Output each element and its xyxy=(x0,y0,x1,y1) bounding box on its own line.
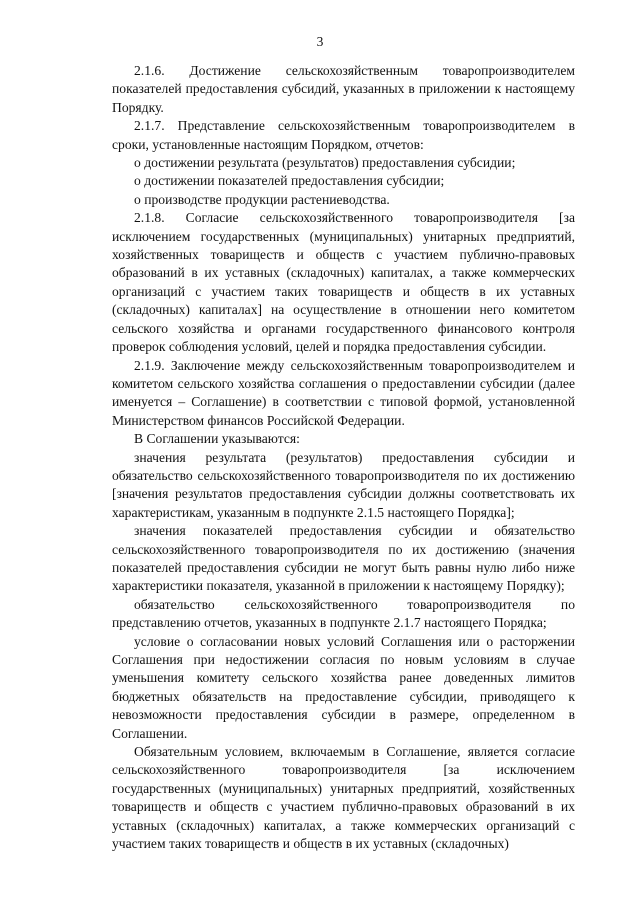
list-item-production-report: о производстве продукции растениеводства. xyxy=(134,191,390,207)
list-item-indicators-report: о достижении показателей предоставления субсидии; xyxy=(134,173,445,189)
agreement-item-reporting-obligation: обязательство сельскохозяйственного товаропроизводителя по представлению отчетов, указанных в подпункте 2.1.7 настоящего Порядка; xyxy=(112,596,575,631)
paragraph-2-1-8: 2.1.8. Согласие сельскохозяйственного товаропроизводителя [за исключением государственных (муниципальных) унитарных предприятий, хозяйственных товариществ и обществ с участием публично-правовых образований в их уставных (складочных) капиталах, а также коммерческих организаций с участием таких товариществ и обществ в их уставных (складочных) капиталах] на осуществление в отношении него комитетом сельского хозяйства и органами государственного финансового контроля проверок соблюдения условий, целей и порядка предоставления субсидии. xyxy=(112,210,575,355)
paragraph-2-1-9: 2.1.9. Заключение между сельскохозяйственным товаропроизводителем и комитетом сельского хозяйства соглашения о предоставлении субсидии (далее именуется – Соглашение) в соответствии с типовой формой, установленной Министерством финансов Российской Федерации. xyxy=(112,357,575,428)
agreement-contents-heading: В Соглашении указываются: xyxy=(134,431,300,447)
paragraph-2-1-6: 2.1.6. Достижение сельскохозяйственным товаропроизводителем показателей предоставления субсидий, указанных в приложении к настоящему Порядку. xyxy=(112,63,575,115)
agreement-item-termination-condition: условие о согласовании новых условий Соглашения или о расторжении Соглашения при недостижении согласия по новым условиям в случае уменьшения комитету сельского хозяйства ранее доведенных лимитов бюджетных обязательств на предоставление субсидии, приводящего к невозможности предоставления субсидии в размере, определенном в Соглашении. xyxy=(112,633,575,741)
agreement-item-indicator-values: значения показателей предоставления субсидии и обязательство сельскохозяйственного товаропроизводителя по их достижению (значения показателей предоставления субсидии не могут быть равны нулю либо ниже характеристики показателя, указанной в приложении к настоящему Порядку); xyxy=(112,523,575,594)
agreement-item-result-values: значения результата (результатов) предоставления субсидии и обязательство сельскохозяйственного товаропроизводителя по их достижению [значения результатов предоставления субсидии должны соответствовать их характеристикам, указанным в подпункте 2.1.5 настоящего Порядка]; xyxy=(112,449,575,520)
document-body xyxy=(112,62,575,853)
list-item-result-report: о достижении результата (результатов) предоставления субсидии; xyxy=(134,155,516,171)
mandatory-condition-paragraph: Обязательным условием, включаемым в Соглашение, является согласие сельскохозяйственного товаропроизводителя [за исключением государственных (муниципальных) унитарных предприятий, хозяйственных товариществ и обществ с участием публично-правовых образований в их уставных (складочных) капиталах, а также коммерческих организаций с участием таких товариществ и обществ в их уставных (складочных) xyxy=(112,744,575,852)
paragraph-2-1-7: 2.1.7. Представление сельскохозяйственным товаропроизводителем в сроки, установленные настоящим Порядком, отчетов: xyxy=(112,118,575,152)
page-number: 3 xyxy=(316,34,324,49)
